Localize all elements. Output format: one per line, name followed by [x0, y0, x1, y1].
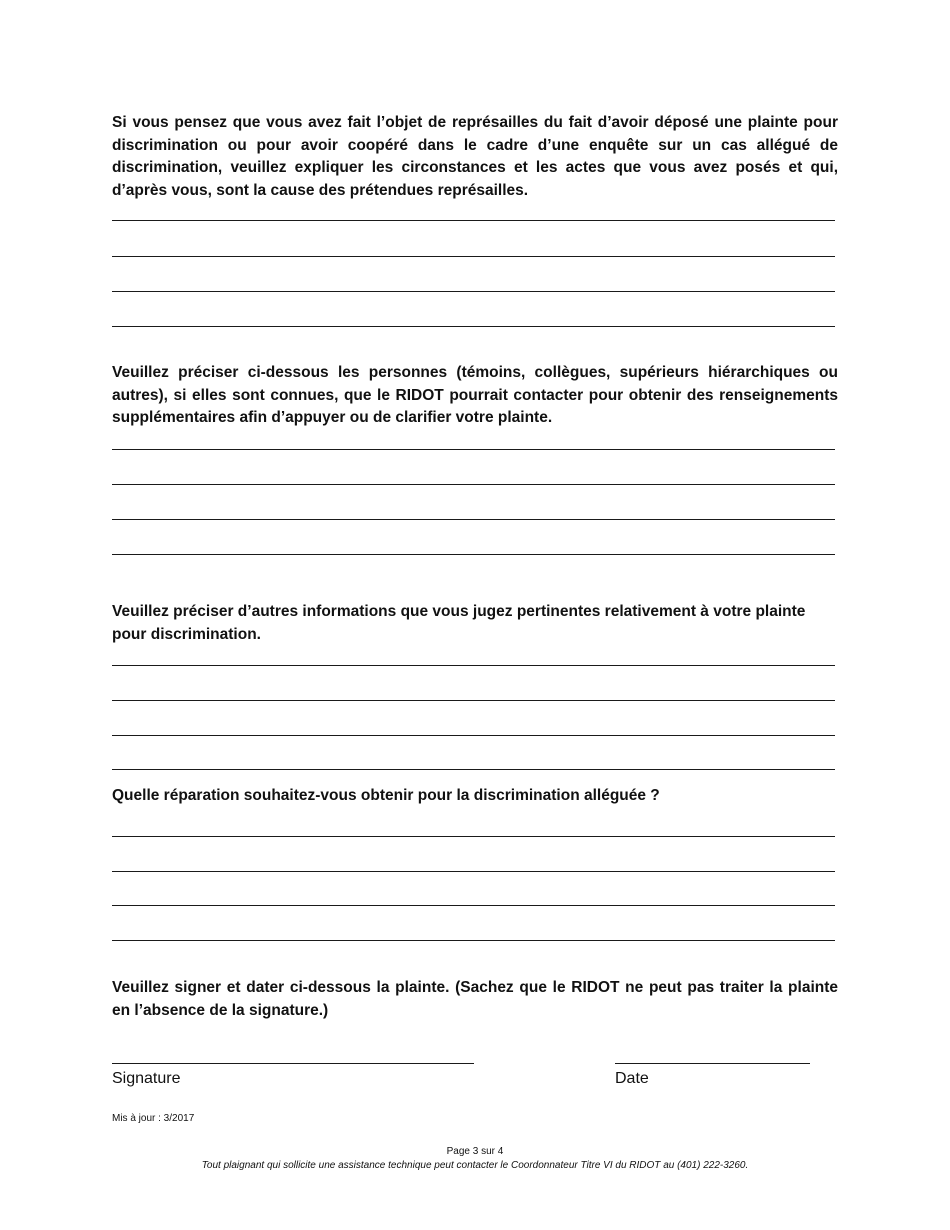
answer-line-remedy-4[interactable] — [112, 940, 835, 941]
answer-line-other-info-3[interactable] — [112, 735, 835, 736]
answer-line-remedy-2[interactable] — [112, 871, 835, 872]
answer-line-remedy-3[interactable] — [112, 905, 835, 906]
answer-line-retaliation-2[interactable] — [112, 256, 835, 257]
question-other-info: Veuillez préciser d’autres informations que vous jugez pertinentes relativement à votre plainte pour discrimination. — [112, 603, 806, 643]
question-remedy: Quelle réparation souhaitez-vous obtenir pour la discrimination alléguée ? — [112, 787, 660, 804]
signature-line[interactable] — [112, 1063, 474, 1064]
answer-line-remedy-1[interactable] — [112, 836, 835, 837]
page-number: Page 3 sur 4 — [446, 1146, 504, 1157]
answer-line-witnesses-4[interactable] — [112, 554, 835, 555]
question-witnesses: Veuillez préciser ci-dessous les personnes (témoins, collègues, supérieurs hiérarchiques ou autres), si elles sont connues, que le RIDOT pourrait contacter pour obtenir des renseignements supplémentaires afin d’appuyer ou de clarifier votre plainte. — [112, 364, 838, 426]
answer-line-retaliation-4[interactable] — [112, 326, 835, 327]
updated-note: Mis à jour : 3/2017 — [112, 1113, 195, 1124]
answer-line-other-info-2[interactable] — [112, 700, 835, 701]
question-sign-date: Veuillez signer et dater ci-dessous la plainte. (Sachez que le RIDOT ne peut pas traiter la plainte en l’absence de la signature.) — [112, 979, 838, 1019]
signature-label: Signature — [112, 1070, 181, 1087]
answer-line-other-info-4[interactable] — [112, 769, 835, 770]
answer-line-retaliation-3[interactable] — [112, 291, 835, 292]
date-label: Date — [615, 1070, 649, 1087]
answer-line-witnesses-1[interactable] — [112, 449, 835, 450]
question-retaliation: Si vous pensez que vous avez fait l’objet de représailles du fait d’avoir déposé une plainte pour discrimination ou pour avoir coopéré dans le cadre d’une enquête sur un cas allégué de discrimination, veuillez expliquer les circonstances et les actes que vous avez posés et qui, d’après vous, sont la cause des prétendues représailles. — [112, 114, 838, 199]
answer-line-retaliation-1[interactable] — [112, 220, 835, 221]
answer-line-other-info-1[interactable] — [112, 665, 835, 666]
answer-line-witnesses-2[interactable] — [112, 484, 835, 485]
footer-contact: Tout plaignant qui sollicite une assistance technique peut contacter le Coordonnateur Titre VI du RIDOT au (401) 222-3260. — [201, 1160, 749, 1171]
date-line[interactable] — [615, 1063, 810, 1064]
answer-line-witnesses-3[interactable] — [112, 519, 835, 520]
